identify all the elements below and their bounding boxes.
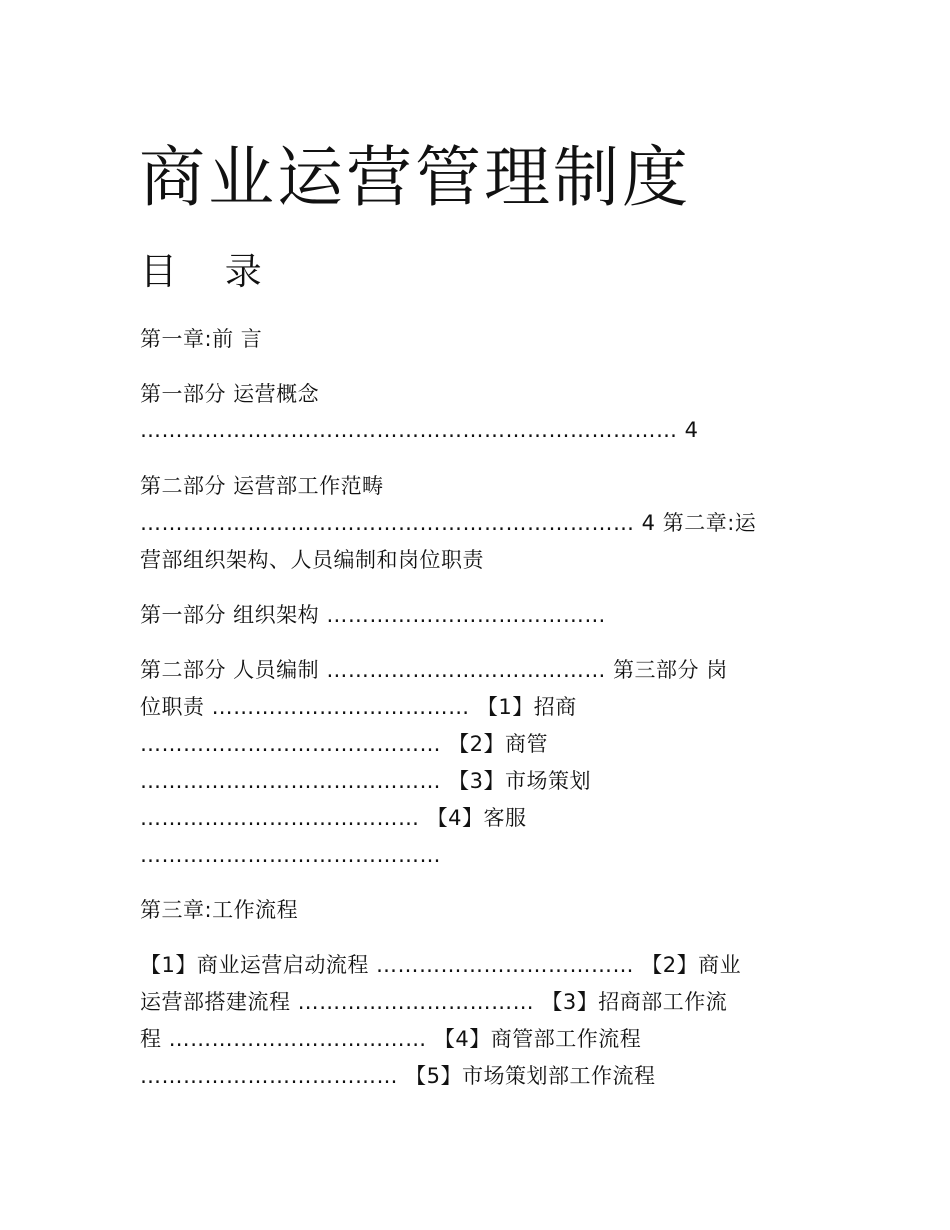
- toc-entry-job-duties: 位职责 ……………………………… 【1】招商: [140, 695, 577, 719]
- toc-entry-workflow: 【1】商业运营启动流程 ……………………………… 【2】商业: [140, 953, 742, 977]
- toc-leader-line: …………………………………………………………… 4 第二章:运: [140, 511, 757, 535]
- toc-entry-operation-concept: 第一部分 运营概念: [140, 382, 320, 406]
- toc-entry-staffing: 第二部分 人员编制 ………………………………… 第三部分 岗: [140, 658, 728, 682]
- toc-heading: 目 录: [140, 250, 280, 293]
- toc-leader-line: …………………………………… 【2】商管: [140, 732, 549, 756]
- toc-chapter-1: 第一章:前 言: [140, 327, 263, 351]
- toc-chapter-3: 第三章:工作流程: [140, 898, 299, 922]
- toc-leader-line: ………………………………………………………………… 4: [140, 418, 699, 442]
- toc-entry-org-structure: 第一部分 组织架构 …………………………………: [140, 603, 606, 627]
- toc-entry-workflow: ……………………………… 【5】市场策划部工作流程: [140, 1064, 656, 1088]
- toc-text-line: 营部组织架构、人员编制和岗位职责: [140, 548, 484, 572]
- toc-entry-workflow: 程 ……………………………… 【4】商管部工作流程: [140, 1027, 642, 1051]
- toc-leader-line: …………………………………… 【3】市场策划: [140, 769, 592, 793]
- toc-entry-work-scope: 第二部分 运营部工作范畴: [140, 474, 384, 498]
- toc-leader-line: ………………………………… 【4】客服: [140, 806, 527, 830]
- document-title: 商业运营管理制度: [139, 139, 691, 216]
- toc-leader-line: ……………………………………: [140, 843, 441, 867]
- toc-entry-workflow: 运营部搭建流程 …………………………… 【3】招商部工作流: [140, 990, 728, 1014]
